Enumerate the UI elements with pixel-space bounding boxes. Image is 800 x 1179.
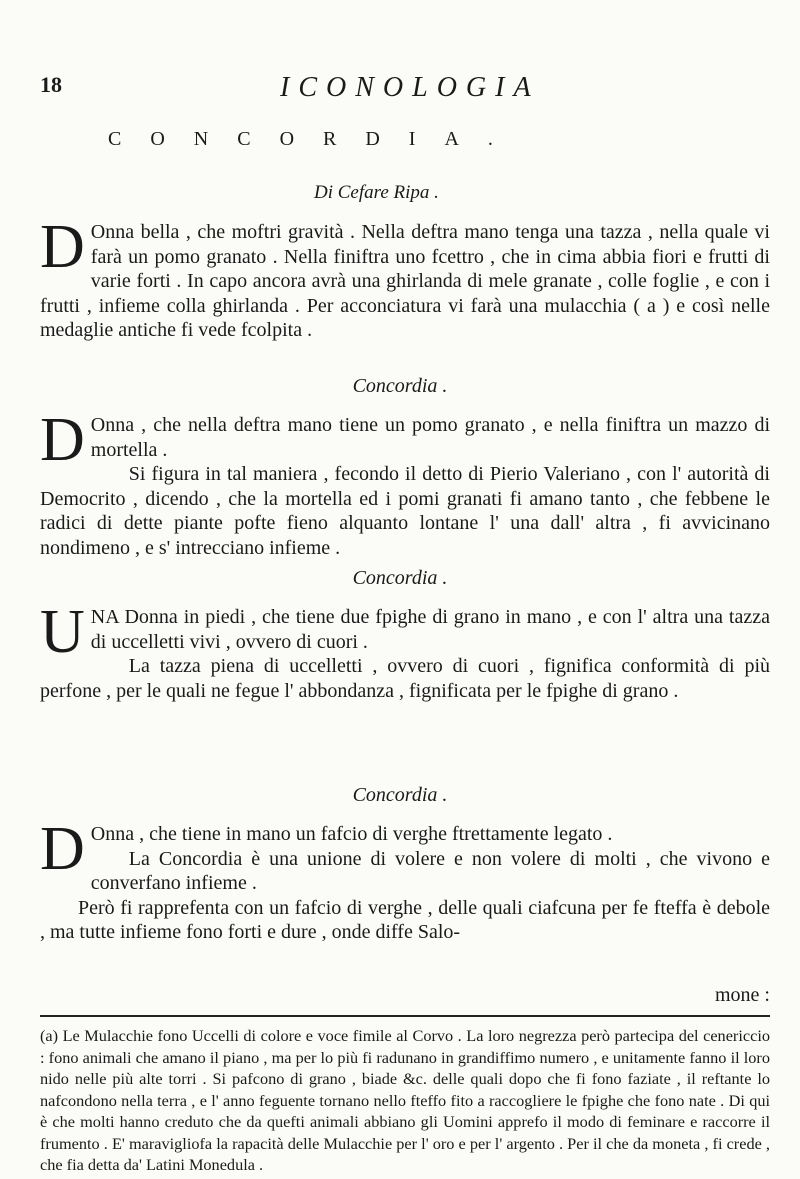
drop-cap: U: [40, 598, 85, 666]
paragraph-4: [40, 815, 770, 945]
author-line: Di Cefare Ripa .: [314, 182, 439, 203]
footnote: (a) Le Mulacchie fono Uccelli di colore e voce fimile al Corvo . La loro negrezza però partecipa del cenericcio : fono animali che amano il piano , ma per lo più fi radunano in grandiffimo numero , e unitamente fanno il loro nido nelle più alte torri . Si pafcono di grano , biade &c. delle quali dopo che fi fono faziate , il reftante lo nafcondono nella terra , e l' anno feguente tornano nello fteffo fito a raccogliere le fpighe che fono nate . Di qui è che molti hanno creduto che da quefti animali abbiano gli Uomini apprefo il modo di feminare e raccorre il frumento . E' maravigliofa la rapacità delle Mulacchie per l' oro e per l' argento . Per il che da moneta , fi crede , che fia detta da' Latini Monedula .: [40, 1026, 770, 1174]
paragraph-text: NA Donna in piedi , che tiene due fpighe di grano in mano , e con l' altra una tazza di uccelletti vivi , ovvero di cuori .: [90, 606, 770, 653]
footnote-divider: [40, 1015, 770, 1017]
paragraph-2: [40, 406, 770, 560]
paragraph-text: Onna , che nella deftra mano tiene un pomo granato , e nella finiftra un mazzo di mortella .: [90, 414, 770, 461]
subheading-concordia-2: Concordia .: [352, 567, 448, 589]
paragraph-text: La Concordia è una unione di volere e non volere di molti , che vivono e converfano infieme .: [90, 847, 770, 894]
section-title: CONCORDIA.: [108, 128, 522, 150]
paragraph-text: Però fi rapprefenta con un fafcio di verghe , delle quali ciafcuna per fe fteffa è debole , ma tutte infieme fono forti e dure , onde diffe Salo-: [40, 896, 770, 943]
paragraph-text: Si figura in tal maniera , fecondo il detto di Pierio Valeriano , con l' autorità di Democrito , dicendo , che la mortella ed i pomi granati fi amano tanto , che febbene le radici di dette piante pofte fieno alquanto lontane l' una dall' altra , fi avvicinano nondimeno , e s' intrecciano infieme .: [40, 463, 770, 559]
paragraph-text: Onna bella , che moftri gravità . Nella deftra mano tenga una tazza , nella quale vi farà un pomo granato . Nella finiftra uno fcettro , che in cima abbia fiori e frutti di varie forti . In capo ancora avrà una ghirlanda di mele granate , colle foglie , e con i frutti , infieme colla ghirlanda . Per acconciatura vi farà una mulacchia ( a ) e così nelle medaglie antiche fi vede fcolpita .: [40, 221, 770, 341]
drop-cap: D: [40, 213, 85, 281]
drop-cap: D: [40, 406, 85, 474]
drop-cap: D: [40, 815, 85, 883]
paragraph-text: La tazza piena di uccelletti , ovvero di cuori , fignifica conformità di più perfone , per le quali ne fegue l' abbondanza , fignificata per le fpighe di grano .: [40, 655, 770, 702]
catchword: mone :: [715, 984, 770, 1006]
subheading-concordia-3: Concordia .: [352, 784, 448, 806]
paragraph-3: [40, 598, 770, 703]
paragraph-text: Onna , che tiene in mano un fafcio di verghe ftrettamente legato .: [90, 823, 613, 845]
subheading-concordia-1: Concordia .: [352, 375, 448, 397]
running-title: ICONOLOGIA: [280, 72, 540, 103]
page-number: 18: [40, 72, 62, 97]
paragraph-1: [40, 213, 770, 343]
page-header: [40, 72, 760, 112]
